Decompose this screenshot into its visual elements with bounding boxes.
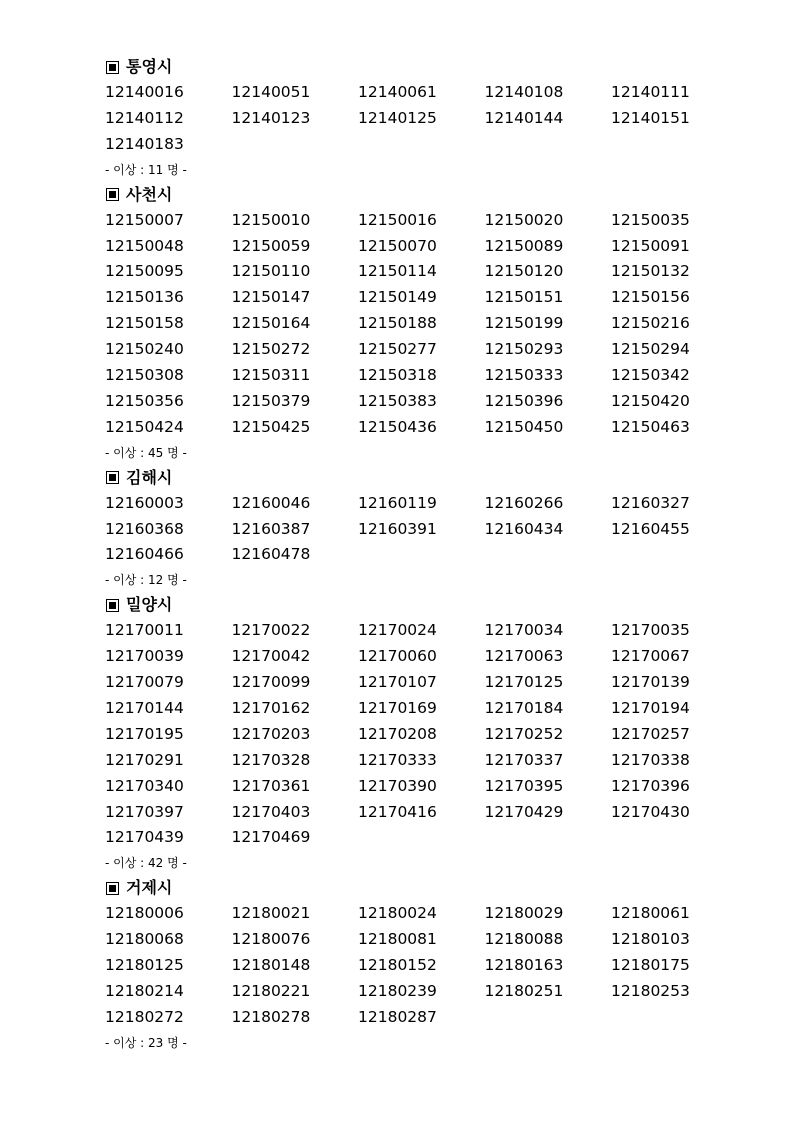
- id-cell: 12160119: [358, 493, 437, 512]
- id-cell: 12150070: [358, 236, 437, 255]
- id-cell: 12150020: [484, 210, 564, 229]
- id-cell: 12170139: [611, 673, 690, 692]
- id-cell: 12150420: [611, 391, 690, 410]
- id-cell: 12180272: [105, 1007, 184, 1026]
- id-cell: 12180029: [484, 904, 564, 923]
- id-cell: 12170337: [484, 750, 564, 769]
- id-cell: 12170430: [611, 802, 690, 821]
- id-cell: 12170042: [231, 647, 311, 666]
- id-cell: 12170194: [611, 699, 690, 718]
- id-cell: 12180088: [484, 930, 564, 949]
- id-cell: 12150396: [484, 391, 564, 410]
- city-section: [105, 182, 745, 465]
- id-cell: 12170022: [231, 621, 311, 640]
- id-cell: 12160455: [611, 519, 690, 538]
- id-cell: 12180103: [611, 930, 690, 949]
- id-cell: 12140111: [611, 83, 690, 101]
- count-summary: - 이상 : 45 명 -: [105, 445, 187, 460]
- id-cell: 12150216: [611, 314, 690, 333]
- id-cell: 12170079: [105, 673, 184, 692]
- id-cell: 12170099: [231, 673, 311, 692]
- id-cell: 12160266: [484, 493, 564, 512]
- id-cell: 12150450: [484, 417, 564, 436]
- city-name: 김해시: [126, 467, 173, 487]
- filled-square-icon: [106, 188, 119, 201]
- city-section: [105, 54, 745, 182]
- id-cell: 12150308: [105, 366, 184, 385]
- id-cell: 12180175: [611, 956, 690, 975]
- id-cell: 12150016: [358, 210, 437, 229]
- id-cell: 12170208: [358, 724, 437, 743]
- id-cell: 12140061: [358, 83, 437, 101]
- count-summary: - 이상 : 23 명 -: [105, 1035, 187, 1050]
- id-cell: 12150136: [105, 288, 184, 307]
- id-cell: 12150199: [484, 314, 564, 333]
- id-cell: 12150114: [358, 262, 437, 281]
- id-cell: 12150164: [231, 314, 311, 333]
- filled-square-icon: [106, 599, 119, 612]
- id-cell: 12170340: [105, 776, 184, 795]
- id-cell: 12180125: [105, 956, 184, 975]
- id-cell: 12150048: [105, 236, 184, 255]
- id-cell: 12150240: [105, 340, 184, 359]
- id-cell: 12170390: [358, 776, 437, 795]
- id-cell: 12150436: [358, 417, 437, 436]
- id-cell: 12180253: [611, 982, 690, 1001]
- id-cell: 12150277: [358, 340, 437, 359]
- id-cell: 12150120: [484, 262, 564, 281]
- id-cell: 12170024: [358, 621, 437, 640]
- id-cell: 12180148: [231, 956, 311, 975]
- id-cell: 12170035: [611, 621, 690, 640]
- id-cell: 12150342: [611, 366, 690, 385]
- id-cell: 12170184: [484, 699, 564, 718]
- id-cell: 12180214: [105, 982, 184, 1001]
- id-cell: 12170416: [358, 802, 437, 821]
- id-cell: 12140051: [231, 83, 311, 101]
- id-cell: 12170403: [231, 802, 311, 821]
- id-cell: 12150356: [105, 391, 184, 410]
- id-cell: 12170067: [611, 647, 690, 666]
- id-cell: 12180278: [231, 1007, 311, 1026]
- city-name: 거제시: [126, 878, 173, 898]
- id-cell: 12140123: [231, 108, 311, 127]
- id-grid: [105, 901, 745, 1030]
- id-cell: 12150110: [231, 262, 311, 281]
- id-cell: 12150059: [231, 236, 311, 255]
- id-cell: 12170333: [358, 750, 437, 769]
- id-cell: 12160046: [231, 493, 311, 512]
- id-cell: 12170195: [105, 724, 184, 743]
- id-cell: 12150158: [105, 314, 184, 333]
- id-cell: 12150425: [231, 417, 311, 436]
- id-cell: 12180024: [358, 904, 437, 923]
- id-cell: 12170439: [105, 828, 184, 847]
- id-cell: 12170169: [358, 699, 437, 718]
- id-cell: 12170361: [231, 776, 311, 795]
- city-section: [105, 875, 745, 1054]
- id-cell: 12150294: [611, 340, 690, 359]
- id-cell: 12180006: [105, 904, 184, 923]
- id-cell: 12160327: [611, 493, 690, 512]
- section-heading: [105, 54, 745, 80]
- section-heading: [105, 592, 745, 618]
- id-cell: 12150147: [231, 288, 311, 307]
- id-cell: 12150095: [105, 262, 184, 281]
- count-summary: - 이상 : 42 명 -: [105, 856, 187, 871]
- id-cell: 12150424: [105, 417, 184, 436]
- id-cell: 12150463: [611, 417, 690, 436]
- id-cell: 12160387: [231, 519, 311, 538]
- id-cell: 12140151: [611, 108, 690, 127]
- section-heading: [105, 182, 745, 208]
- id-cell: 12150188: [358, 314, 437, 333]
- id-cell: 12170203: [231, 724, 311, 743]
- id-cell: 12170397: [105, 802, 184, 821]
- id-cell: 12180061: [611, 904, 690, 923]
- id-cell: 12160003: [105, 493, 184, 512]
- id-cell: 12170469: [231, 828, 311, 847]
- count-summary: - 이상 : 11 명 -: [105, 162, 187, 177]
- id-cell: 12170144: [105, 699, 184, 718]
- city-section: [105, 465, 745, 593]
- count-summary: - 이상 : 12 명 -: [105, 573, 187, 588]
- id-cell: 12150333: [484, 366, 564, 385]
- id-cell: 12170338: [611, 750, 690, 769]
- id-cell: 12140144: [484, 108, 564, 127]
- id-cell: 12150132: [611, 262, 690, 281]
- id-cell: 12150007: [105, 210, 184, 229]
- city-name: 통영시: [126, 57, 173, 76]
- id-cell: 12180287: [358, 1007, 437, 1026]
- id-cell: 12140016: [105, 83, 184, 101]
- id-cell: 12140108: [484, 83, 564, 101]
- id-cell: 12170328: [231, 750, 311, 769]
- id-cell: 12140183: [105, 134, 184, 153]
- id-cell: 12180068: [105, 930, 184, 949]
- id-cell: 12150383: [358, 391, 437, 410]
- id-cell: 12170395: [484, 776, 564, 795]
- id-cell: 12170034: [484, 621, 564, 640]
- id-cell: 12180239: [358, 982, 437, 1001]
- id-cell: 12170011: [105, 621, 184, 640]
- id-cell: 12170429: [484, 802, 564, 821]
- id-cell: 12170039: [105, 647, 184, 666]
- id-cell: 12140125: [358, 108, 437, 127]
- section-heading: [105, 875, 745, 901]
- city-name: 밀양시: [126, 595, 173, 615]
- id-grid: [105, 80, 745, 158]
- id-grid: [105, 208, 745, 441]
- id-cell: 12170162: [231, 699, 311, 718]
- filled-square-icon: [106, 61, 119, 74]
- id-cell: 12170291: [105, 750, 184, 769]
- id-cell: 12170396: [611, 776, 690, 795]
- id-cell: 12150151: [484, 288, 564, 307]
- id-cell: 12170252: [484, 724, 564, 743]
- filled-square-icon: [106, 471, 119, 484]
- id-cell: 12170257: [611, 724, 690, 743]
- id-grid: [105, 618, 745, 851]
- id-cell: 12180021: [231, 904, 311, 923]
- id-cell: 12180081: [358, 930, 437, 949]
- city-section: [105, 592, 745, 875]
- id-cell: 12180251: [484, 982, 564, 1001]
- id-cell: 12150379: [231, 391, 311, 410]
- id-cell: 12150089: [484, 236, 564, 255]
- id-cell: 12170107: [358, 673, 437, 692]
- id-cell: 12160434: [484, 519, 564, 538]
- id-cell: 12160466: [105, 545, 184, 564]
- id-cell: 12150318: [358, 366, 437, 385]
- id-cell: 12150035: [611, 210, 690, 229]
- id-cell: 12140112: [105, 108, 184, 127]
- id-cell: 12150149: [358, 288, 437, 307]
- id-cell: 12150293: [484, 340, 564, 359]
- id-cell: 12150010: [231, 210, 311, 229]
- id-grid: [105, 491, 745, 569]
- id-cell: 12180152: [358, 956, 437, 975]
- id-cell: 12150091: [611, 236, 690, 255]
- id-cell: 12160478: [231, 545, 311, 564]
- filled-square-icon: [106, 882, 119, 895]
- section-heading: [105, 465, 745, 491]
- id-cell: 12150156: [611, 288, 690, 307]
- city-name: 사천시: [126, 184, 173, 204]
- id-cell: 12160368: [105, 519, 184, 538]
- id-cell: 12150272: [231, 340, 311, 359]
- id-cell: 12180163: [484, 956, 564, 975]
- id-cell: 12170063: [484, 647, 564, 666]
- document-body: [105, 54, 745, 1055]
- id-cell: 12170060: [358, 647, 437, 666]
- id-cell: 12150311: [231, 366, 311, 385]
- id-cell: 12170125: [484, 673, 564, 692]
- id-cell: 12180076: [231, 930, 311, 949]
- id-cell: 12160391: [358, 519, 437, 538]
- id-cell: 12180221: [231, 982, 311, 1001]
